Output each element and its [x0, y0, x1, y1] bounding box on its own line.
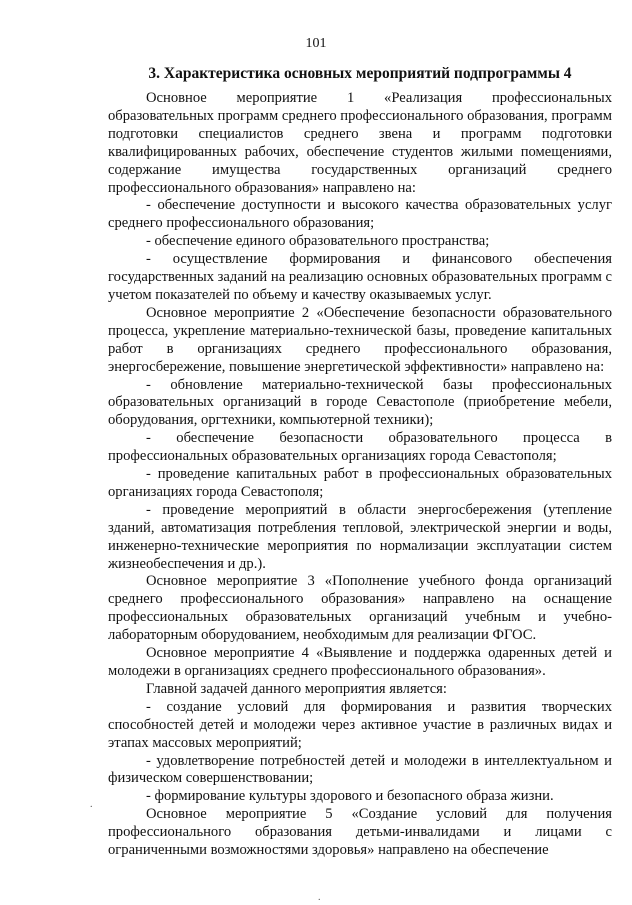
- scan-speck: .: [90, 799, 93, 810]
- paragraph: Главной задачей данного мероприятия является:: [146, 680, 447, 697]
- document-body: [108, 90, 612, 860]
- page-number: 101: [305, 36, 327, 51]
- list-item: - создание условий для формирования и развития творческих способностей детей и молодежи через активное участие в различных видах и этапах массовых мероприятий;: [108, 698, 612, 751]
- list-item: - обеспечение доступности и высокого качества образовательных услуг среднего профессионального образования;: [108, 197, 612, 232]
- paragraph: Основное мероприятие 3 «Пополнение учебного фонда организаций среднего профессионального образования» направлено на оснащение профессиональных образовательных организаций учебным и учебно-лабораторным оборудованием, необходимым для реализации ФГОС.: [108, 573, 612, 644]
- list-item: - проведение капитальных работ в профессиональных образовательных организациях города Севастополя;: [108, 466, 612, 500]
- list-item: - обеспечение единого образовательного пространства;: [146, 233, 490, 250]
- paragraph: Основное мероприятие 5 «Создание условий для получения профессионального образования детьми-инвалидами и лицами с ограниченными возможностями здоровья» направлено на обеспечение: [108, 806, 612, 859]
- list-item: - обновление материально-технической базы профессиональных образовательных организаций в городе Севастополе (приобретение мебели, оборудования, оргтехники, компьютерной техники);: [108, 376, 612, 429]
- paragraph: Основное мероприятие 2 «Обеспечение безопасности образовательного процесса, укрепление материально-технической базы, проведение капитальных работ в организациях среднего профессионального образования, энергосбережение, повышение энергетической эффективности» направлено на:: [108, 304, 612, 375]
- section-heading: 3. Характеристика основных мероприятий подпрограммы 4: [148, 65, 572, 82]
- list-item: - удовлетворение потребностей детей и молодежи в интеллектуальном и физическом совершенствовании;: [108, 752, 612, 787]
- paragraph: Основное мероприятие 1 «Реализация профессиональных образовательных программ среднего профессионального образования, программ подготовки специалистов среднего звена и программ подготовки квалифицированных рабочих, обеспечение студентов жилыми помещениями, содержание имущества государственных организаций среднего профессионального образования» направлено на:: [108, 90, 612, 196]
- list-item: - проведение мероприятий в области энергосбережения (утепление зданий, автоматизация потребления тепловой, электрической энергии и воды, инженерно-технические мероприятия по нормализации эксплуатации систем жизнеобеспечения и др.).: [108, 501, 612, 572]
- list-item: - осуществление формирования и финансового обеспечения государственных заданий на реализацию основных образовательных программ с учетом показателей по объему и качеству оказываемых услуг.: [108, 251, 612, 303]
- list-item: - формирование культуры здорового и безопасного образа жизни.: [146, 788, 554, 805]
- paragraph: Основное мероприятие 4 «Выявление и поддержка одаренных детей и молодежи в организациях среднего профессионального образования».: [108, 645, 612, 679]
- scan-speck: .: [318, 892, 321, 903]
- list-item: - обеспечение безопасности образовательного процесса в профессиональных образовательных организациях города Севастополя;: [108, 430, 612, 465]
